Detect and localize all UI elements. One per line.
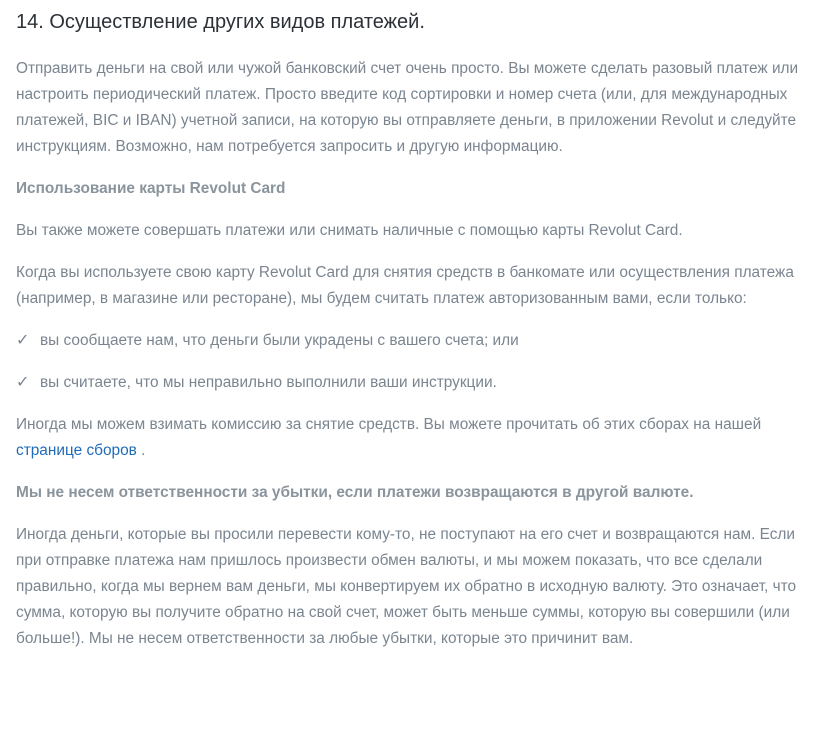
check-icon: ✓ <box>16 374 30 391</box>
checklist-item <box>16 370 819 396</box>
fees-text-end: . <box>136 442 146 459</box>
fees-paragraph <box>16 412 819 464</box>
card-authorized-paragraph: Когда вы используете свою карту Revolut Card для снятия средств в банкомате или осуществления платежа (например, в магазине или ресторане), мы будем считать платеж авторизованным вами, если только: <box>16 264 794 307</box>
check-icon: ✓ <box>16 332 30 349</box>
card-heading: Использование карты Revolut Card <box>16 180 286 197</box>
checklist-item-text: вы сообщаете нам, что деньги были украдены с вашего счета; или <box>40 332 519 349</box>
intro-paragraph: Отправить деньги на свой или чужой банковский счет очень просто. Вы можете сделать разовый платеж или настроить периодический платеж. Просто введите код сортировки и номер счета (или, для международных платежей, BIC и IBAN) учетной записи, на которую вы отправляете деньги, в приложении Revolut и следуйте инструкциям. Возможно, нам потребуется запросить и другую информацию. <box>16 60 799 155</box>
liability-heading: Мы не несем ответственности за убытки, если платежи возвращаются в другой валюте. <box>16 484 694 501</box>
checklist-item <box>16 328 819 354</box>
checklist-item-text: вы считаете, что мы неправильно выполнили ваши инструкции. <box>40 374 497 391</box>
fees-text: Иногда мы можем взимать комиссию за снятие средств. Вы можете прочитать об этих сборах на нашей <box>16 416 762 433</box>
card-payments-paragraph: Вы также можете совершать платежи или снимать наличные с помощью карты Revolut Card. <box>16 222 683 239</box>
fees-page-link[interactable]: странице сборов <box>16 442 137 459</box>
liability-paragraph: Иногда деньги, которые вы просили перевести кому-то, не поступают на его счет и возвращаются нам. Если при отправке платежа нам пришлось произвести обмен валюты, и мы можем показать, что все сделали правильно, когда мы вернем вам деньги, мы конвертируем их обратно в исходную валюту. Это означает, что сумма, которую вы получите обратно на свой счет, может быть меньше суммы, которую вы совершили (или больше!). Мы не несем ответственности за любые убытки, которые это причинит вам. <box>16 526 797 647</box>
section-title: 14. Осуществление других видов платежей. <box>16 11 425 33</box>
